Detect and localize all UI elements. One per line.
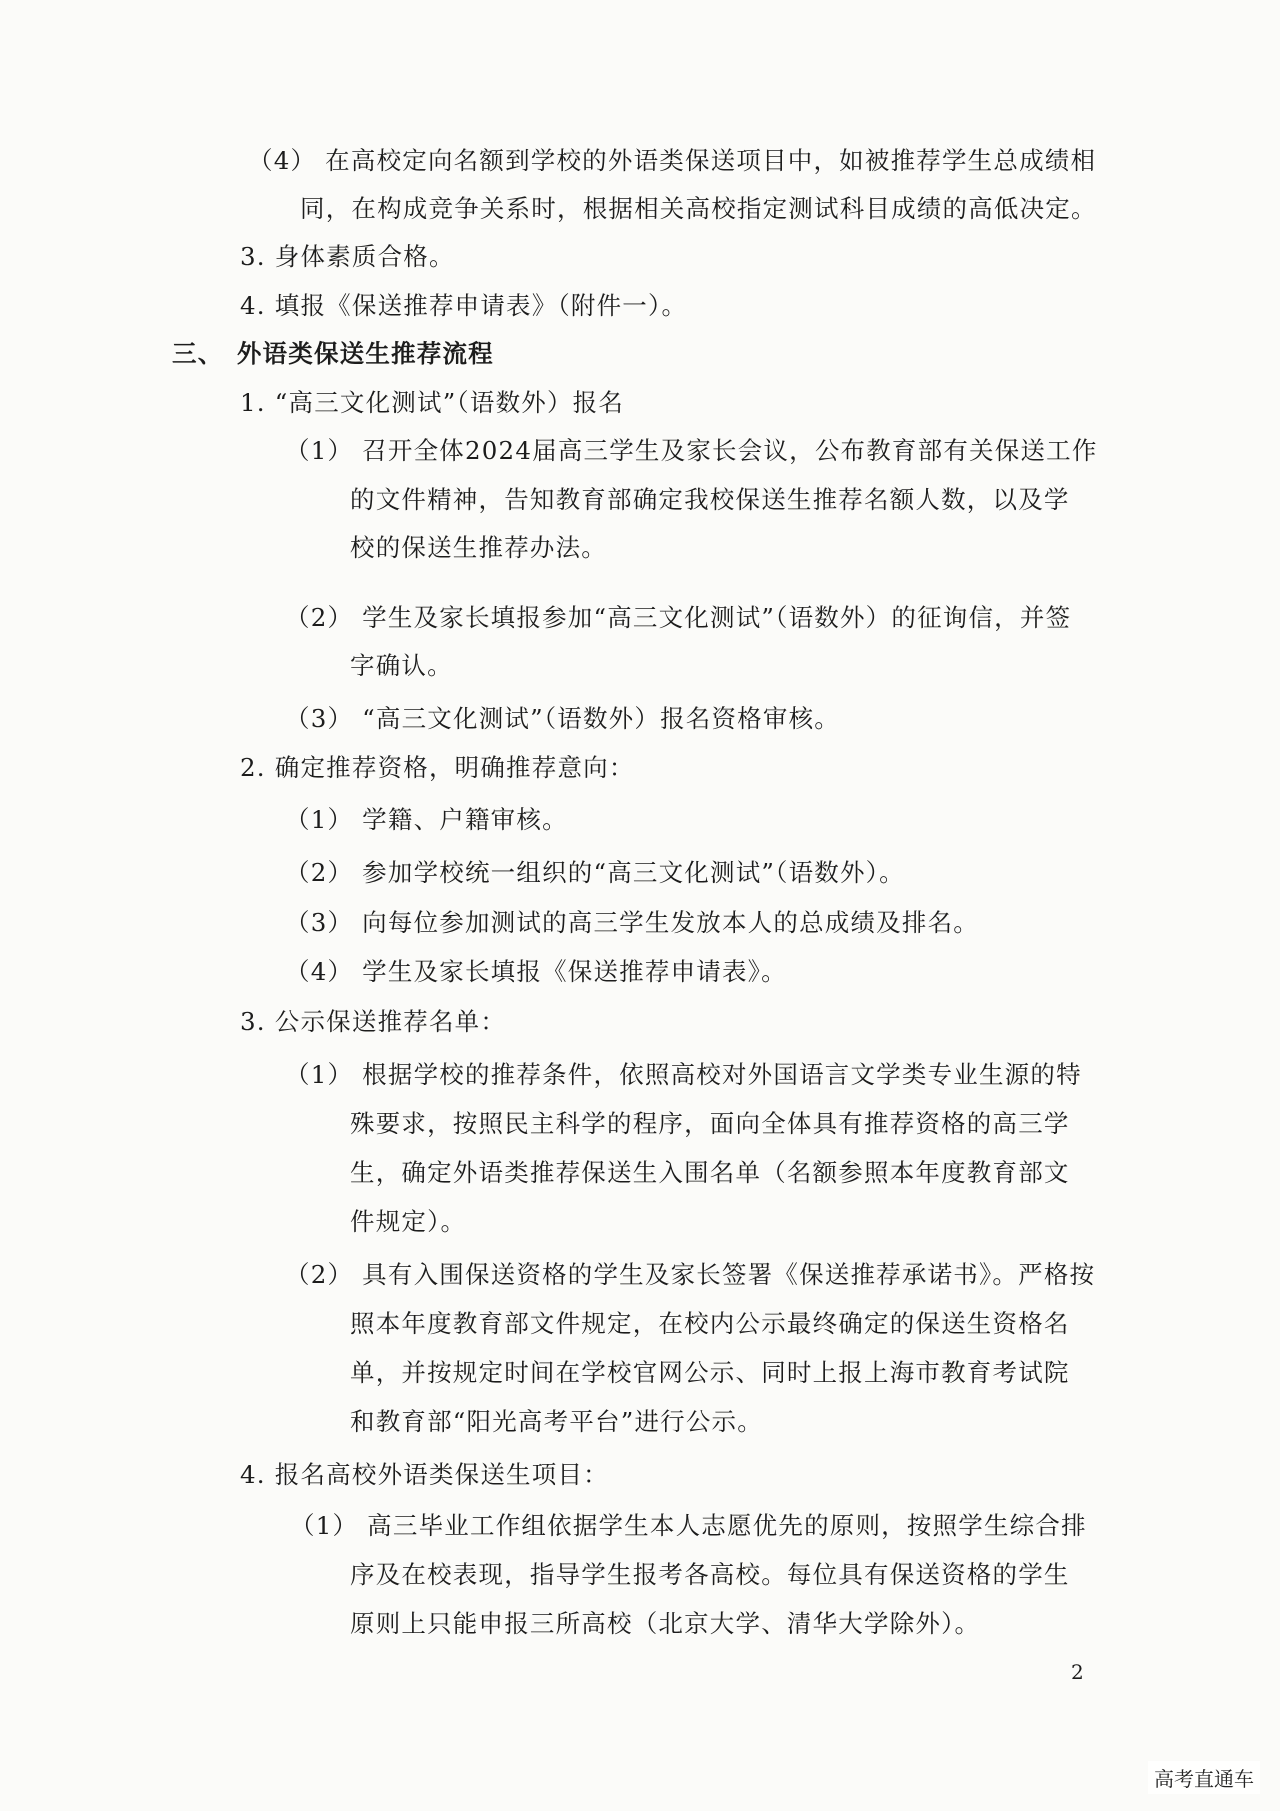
text-line: （1） 高三毕业工作组依据学生本人志愿优先的原则，按照学生综合排 — [290, 1511, 1087, 1540]
section-heading: 三、 外语类保送生推荐流程 — [172, 339, 494, 368]
text-line: 字确认。 — [350, 651, 453, 680]
text-line: （1） 根据学校的推荐条件，依照高校对外国语言文学类专业生源的特 — [285, 1060, 1082, 1089]
text-line: （1） 学籍、户籍审核。 — [285, 805, 568, 834]
text-line: 4. 报名高校外语类保送生项目： — [240, 1460, 609, 1489]
text-line: 1. “高三文化测试”（语数外）报名 — [240, 388, 625, 417]
text-line: 校的保送生推荐办法。 — [350, 533, 607, 562]
text-line: （2） 具有入围保送资格的学生及家长签署《保送推荐承诺书》。严格按 — [285, 1260, 1096, 1289]
text-line: 件规定）。 — [350, 1207, 467, 1236]
text-line: （4） 在高校定向名额到学校的外语类保送项目中，如被推荐学生总成绩相 — [248, 146, 1097, 175]
text-line: 同，在构成竞争关系时，根据相关高校指定测试科目成绩的高低决定。 — [300, 194, 1097, 223]
text-line: 2. 确定推荐资格，明确推荐意向： — [240, 753, 635, 782]
text-line: 原则上只能申报三所高校（北京大学、清华大学除外）。 — [350, 1609, 981, 1638]
text-line: 序及在校表现，指导学生报考各高校。每位具有保送资格的学生 — [350, 1560, 1070, 1589]
text-line: 生，确定外语类推荐保送生入围名单（名额参照本年度教育部文 — [350, 1158, 1070, 1187]
watermark-label: 高考直通车 — [1148, 1761, 1260, 1794]
text-line: 3. 身体素质合格。 — [240, 242, 455, 271]
text-line: 3. 公示保送推荐名单： — [240, 1007, 507, 1036]
text-line: 照本年度教育部文件规定，在校内公示最终确定的保送生资格名 — [350, 1309, 1070, 1338]
text-line: （1） 召开全体2024届高三学生及家长会议，公布教育部有关保送工作 — [285, 436, 1098, 465]
text-line: 和教育部“阳光高考平台”进行公示。 — [350, 1407, 763, 1436]
text-line: 殊要求，按照民主科学的程序，面向全体具有推荐资格的高三学 — [350, 1109, 1070, 1138]
text-line: （3） “高三文化测试”（语数外）报名资格审核。 — [285, 704, 840, 733]
text-line: 4. 填报《保送推荐申请表》（附件一）。 — [240, 291, 688, 320]
text-line: （3） 向每位参加测试的高三学生发放本人的总成绩及排名。 — [285, 908, 979, 937]
page-number: 2 — [1071, 1660, 1084, 1684]
text-line: 的文件精神，告知教育部确定我校保送生推荐名额人数，以及学 — [350, 485, 1070, 514]
text-line: （2） 学生及家长填报参加“高三文化测试”（语数外）的征询信，并签 — [285, 603, 1072, 632]
text-line: （4） 学生及家长填报《保送推荐申请表》。 — [285, 957, 787, 986]
text-line: （2） 参加学校统一组织的“高三文化测试”（语数外）。 — [285, 858, 905, 887]
text-line: 单，并按规定时间在学校官网公示、同时上报上海市教育考试院 — [350, 1358, 1070, 1387]
